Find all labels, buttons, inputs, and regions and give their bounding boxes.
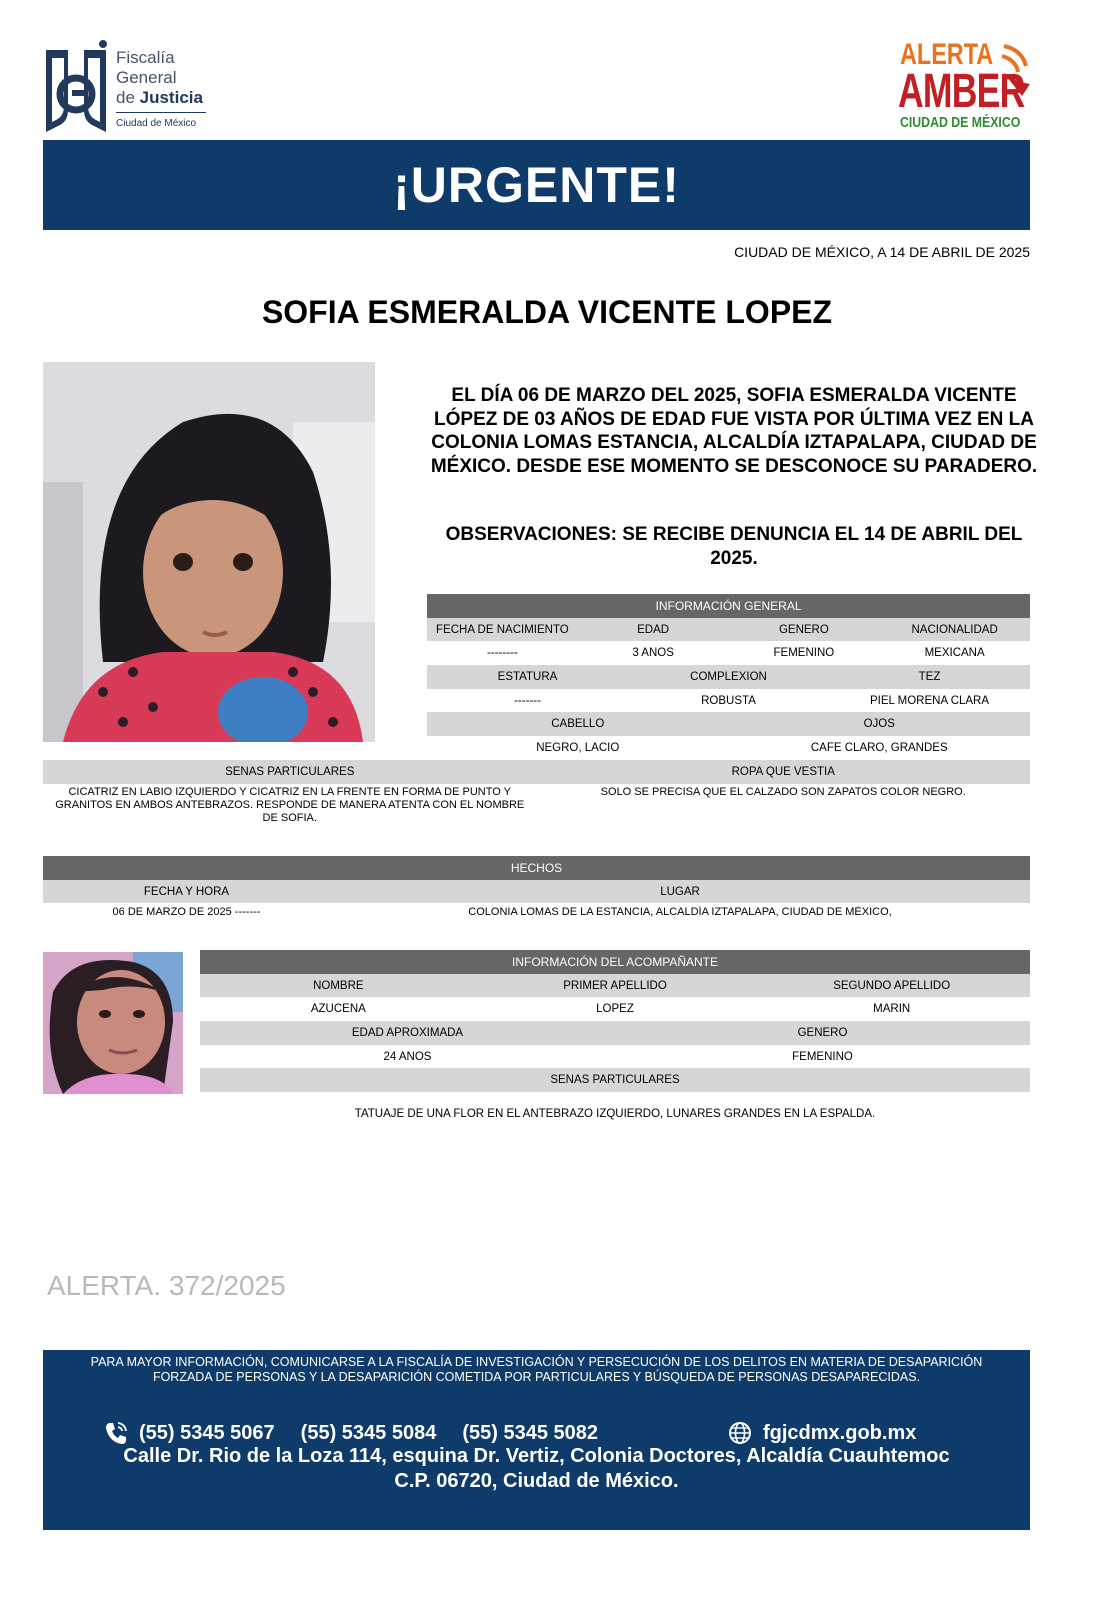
hair-eyes-labels-row (427, 712, 1030, 736)
companion-photo (43, 952, 183, 1094)
value-birthdate: -------- (487, 647, 518, 660)
value-age: 3 AÑOS (632, 647, 674, 660)
value-first-surname: LOPEZ (596, 1003, 634, 1016)
fgj-name-line3: de Justicia (116, 88, 203, 107)
date-line: CIUDAD DE MÉXICO, A 14 DE ABRIL DE 2025 (734, 244, 1030, 260)
label-age: EDAD (637, 623, 670, 636)
physical-values-row (427, 689, 1030, 713)
website-link[interactable]: fgjcdmx.gob.mx (763, 1421, 917, 1444)
urgente-banner (43, 140, 1030, 230)
value-build: ROBUSTA (701, 694, 756, 707)
fgj-name-line1: Fiscalía (116, 48, 175, 67)
label-nationality: NACIONALIDAD (911, 623, 998, 636)
amber-logo-line3: CIUDAD DE MÉXICO (900, 114, 1021, 131)
amber-logo-line2: AMBER (898, 65, 1025, 118)
facts-table (43, 856, 1030, 921)
value-complexion: PIEL MORENA CLARA (869, 694, 990, 707)
general-info-values-row (427, 641, 1030, 665)
value-first-name: AZUCENA (310, 1003, 366, 1016)
label-hair: CABELLO (551, 718, 605, 731)
label-date-time: FECHA Y HORA (143, 885, 230, 898)
amber-logo-line1: ALERTA (900, 38, 994, 71)
general-info-table (427, 594, 1030, 760)
label-birthdate: FECHA DE NACIMIENTO (436, 623, 569, 636)
value-date-time: 06 DE MARZO DE 2025 ------- (112, 906, 261, 919)
label-height: ESTATURA (497, 670, 558, 683)
general-info-title: INFORMACIÓN GENERAL (427, 594, 1030, 618)
footer-address-line1: Calle Dr. Rio de la Loza 114, esquina Dr. Vertiz, Colonia Doctores, Alcaldía Cuauhtemoc (123, 1445, 950, 1467)
value-distinguishing-marks: CICATRIZ EN LABIO IZQUIERDO Y CICATRIZ EN LA FRENTE EN FORMA DE PUNTO Y GRANITOS EN AMBOS ANTEBRAZOS. RESPONDE DE MANERA ATENTA CON EL NOMBRE DE SOFIA. (55, 785, 525, 824)
fgj-name-line2: General (116, 68, 177, 87)
companion-title: INFORMACIÓN DEL ACOMPAÑANTE (200, 950, 1030, 974)
alert-number: ALERTA. 372/2025 (47, 1270, 286, 1301)
globe-icon (727, 1420, 753, 1446)
observations-text: OBSERVACIONES: SE RECIBE DENUNCIA EL 14 DE ABRIL DEL 2025. (445, 524, 1023, 569)
alerta-amber-logo (900, 38, 1050, 134)
label-clothing: ROPA QUE VESTÍA (731, 765, 835, 778)
value-nationality: MEXICANA (924, 647, 985, 660)
marks-clothing-table (43, 760, 1030, 825)
label-distinguishing-marks: SEÑAS PARTICULARES (225, 765, 355, 778)
footer-address-line2: C.P. 06720, Ciudad de México. (394, 1470, 679, 1492)
physical-labels-row (427, 665, 1030, 689)
label-first-name: NOMBRE (313, 979, 364, 992)
value-clothing: SOLO SE PRECISA QUE EL CALZADO SON ZAPATOS COLOR NEGRO. (600, 785, 966, 798)
companion-name-labels-row (200, 974, 1030, 998)
value-eyes: CAFE CLARO, GRANDES (810, 741, 948, 754)
footer-phones (103, 1420, 624, 1446)
phone-2: (55) 5345 5084 (300, 1421, 437, 1444)
phone-3: (55) 5345 5082 (462, 1421, 599, 1444)
label-approx-age: EDAD APROXIMADA (351, 1026, 464, 1039)
label-gender: GÉNERO (778, 623, 829, 636)
value-second-surname: MARIN (873, 1003, 911, 1016)
marks-clothing-labels-row (43, 760, 1030, 784)
fgj-subtitle: Ciudad de México (116, 118, 197, 129)
person-name: SOFIA ESMERALDA VICENTE LOPEZ (261, 294, 833, 330)
fgj-logo (44, 40, 224, 132)
label-first-surname: PRIMER APELLIDO (563, 979, 667, 992)
label-eyes: OJOS (863, 718, 895, 731)
phone-icon (103, 1420, 129, 1446)
fgj-shield-icon (44, 40, 108, 132)
companion-age-values-row (200, 1045, 1030, 1069)
label-companion-marks: SEÑAS PARTICULARES (550, 1074, 680, 1087)
facts-title: HECHOS (43, 856, 1030, 880)
general-info-labels-row (427, 618, 1030, 642)
value-companion-gender: FEMENINO (792, 1050, 853, 1063)
companion-name-values-row (200, 997, 1030, 1021)
contact-footer (43, 1350, 1030, 1530)
companion-table (200, 950, 1030, 1092)
fgj-divider (116, 112, 206, 113)
facts-values-row (43, 903, 1030, 921)
value-companion-marks: TATUAJE DE UNA FLOR EN EL ANTEBRAZO IZQUIERDO, LUNARES GRANDES EN LA ESPALDA. (354, 1108, 876, 1120)
label-second-surname: SEGUNDO APELLIDO (833, 979, 951, 992)
companion-marks-label-row (200, 1068, 1030, 1092)
value-approx-age: 24 AÑOS (383, 1050, 432, 1063)
label-place: LUGAR (660, 885, 700, 898)
label-companion-gender: GÉNERO (797, 1026, 848, 1039)
value-height: ------- (514, 694, 541, 707)
phone-1: (55) 5345 5067 (139, 1421, 275, 1444)
facts-labels-row (43, 880, 1030, 904)
companion-age-labels-row (200, 1021, 1030, 1045)
value-gender: FEMENINO (773, 647, 835, 660)
urgente-title: ¡URGENTE! (393, 157, 680, 213)
footer-website (727, 1420, 916, 1446)
hair-eyes-values-row (427, 736, 1030, 760)
footer-info-text: PARA MAYOR INFORMACIÓN, COMUNICARSE A LA FISCALÍA DE INVESTIGACIÓN Y PERSECUCIÓN DE LOS DELITOS EN MATERIA DE DESAPARICIÓN FORZADA DE PERSONAS Y LA DESAPARICIÓN COMETIDA POR PARTICULARES Y BÚSQUEDA DE PERSONAS DESAPARECIDAS. (90, 1355, 983, 1384)
label-complexion: TEZ (918, 670, 941, 683)
value-place: COLONIA LOMAS DE LA ESTANCIA, ALCALDÍA IZTAPALAPA, CIUDAD DE MÉXICO, (468, 906, 892, 919)
value-hair: NEGRO, LACIO (536, 741, 620, 754)
description-text: EL DÍA 06 DE MARZO DEL 2025, SOFIA ESMERALDA VICENTE LÓPEZ DE 03 AÑOS DE EDAD FUE VISTA POR ÚLTIMA VEZ EN LA COLONIA LOMAS ESTANCIA, ALCALDÍA IZTAPALAPA, CIUDAD DE MÉXICO. DESDE ESE MOMENTO SE DESCONOCE SU PARADERO. (430, 385, 1038, 477)
missing-person-photo (43, 362, 375, 742)
label-build: COMPLEXIÓN (690, 670, 767, 683)
